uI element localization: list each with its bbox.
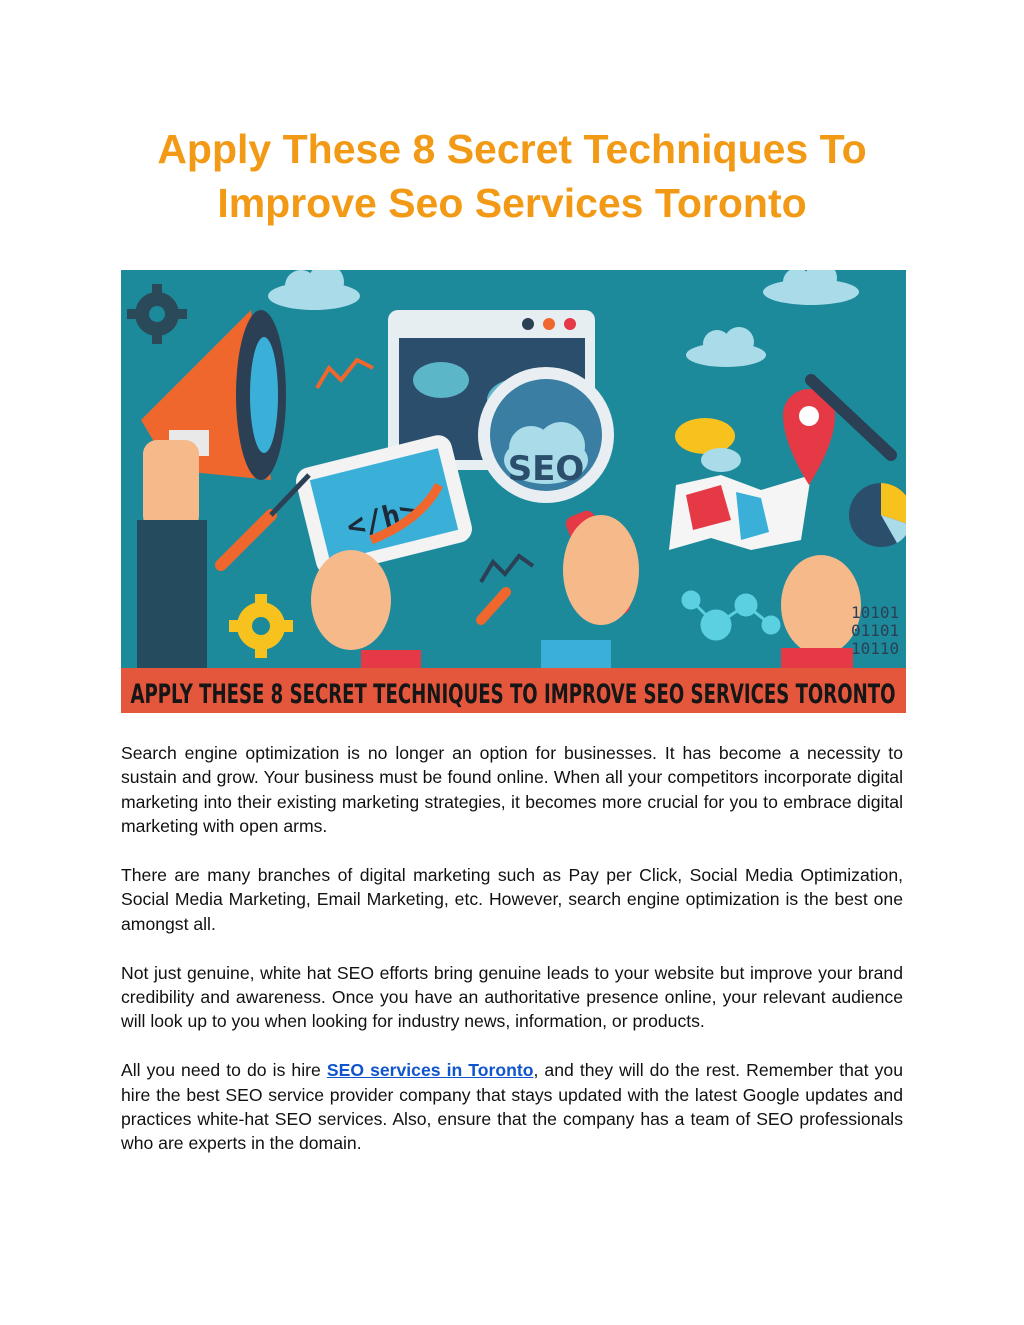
- paragraph-4-start: All you need to do is hire: [121, 1060, 327, 1081]
- paragraph-4: [121, 1058, 903, 1156]
- sleeve-icon: [781, 648, 853, 668]
- hand-icon: [563, 515, 639, 625]
- title-line-2: Improve Seo Services Toronto: [217, 180, 807, 226]
- hand-icon: [781, 555, 861, 655]
- binary-line-1: 10101: [851, 603, 900, 622]
- chat-bubble-icon: [701, 448, 741, 472]
- magnifier-seo-text: SEO: [507, 449, 585, 489]
- paragraph-2: There are many branches of digital marketing such as Pay per Click, Social Media Optimization, Social Media Marketing, Email Marketing, etc. However, search engine optimization is the best one amongst all.: [121, 865, 903, 934]
- hero-illustration: [121, 270, 906, 713]
- paragraph-1: Search engine optimization is no longer an option for businesses. It has become a necessity to sustain and grow. Your business must be found online. When all your competitors incorporate digital marketing into their existing marketing strategies, it becomes more crucial for you to embrace digital marketing with open arms.: [121, 743, 903, 837]
- code-text: </h>: [343, 493, 422, 545]
- map-icon: [669, 475, 811, 550]
- seo-services-toronto-link[interactable]: SEO services in Toronto: [326, 1060, 534, 1081]
- title-line-1: Apply These 8 Secret Techniques To: [157, 126, 867, 172]
- paragraph-4-end: , and they will do the rest. Remember that you hire the best SEO service provider company that stays updated with the latest Google updates and practices white-hat SEO services. Also, ensure that the company has a team of SEO professionals who are experts in the domain.: [121, 1060, 903, 1154]
- paragraph-3: Not just genuine, white hat SEO efforts bring genuine leads to your website but improve your brand credibility and awareness. Once you have an authoritative presence online, your relevant audience will look up to you when looking for industry news, information, or products.: [121, 962, 903, 1032]
- binary-line-3: 10110: [851, 639, 900, 658]
- hand-icon: [311, 550, 391, 650]
- hero-banner-text: APPLY THESE 8 SECRET TECHNIQUES TO IMPROVE SEO SERVICES TORONTO: [130, 679, 896, 710]
- binary-line-2: 01101: [851, 621, 900, 640]
- page-title: [100, 122, 924, 230]
- article-body: [121, 741, 903, 1180]
- binary-text-block: [851, 603, 899, 658]
